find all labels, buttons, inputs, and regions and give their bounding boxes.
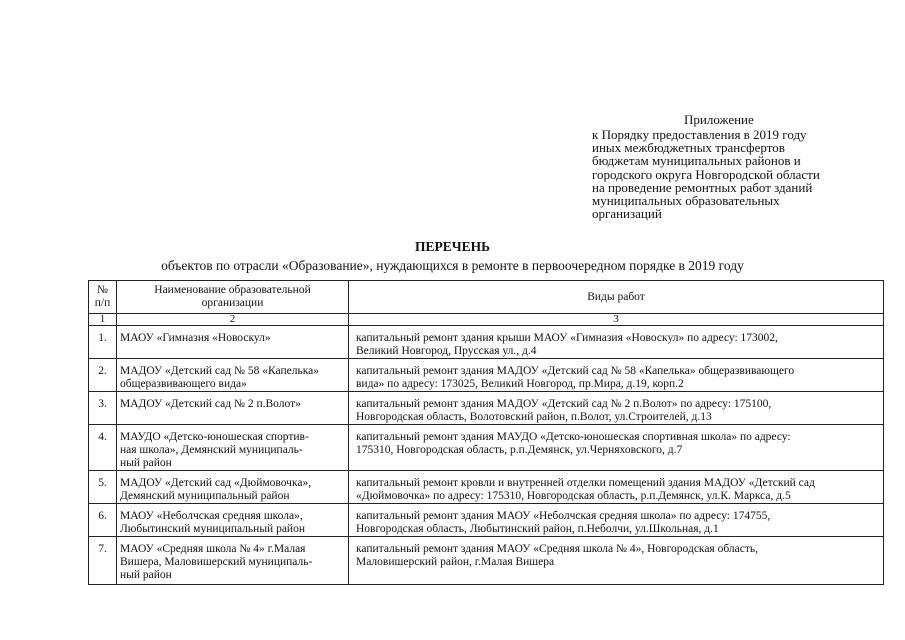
annex-line: организаций: [592, 206, 662, 222]
row-number: 7.: [89, 537, 117, 585]
works-line: Великий Новгород, Прусская ул., д.4: [356, 345, 537, 357]
header-number-line: п/п: [94, 297, 111, 309]
table-row: [89, 537, 884, 585]
works-line: Новгородская область, Любытинский район, п.Неболчи, ул.Школьная, д.1: [356, 523, 719, 535]
organization-cell: [117, 425, 349, 471]
organization-line: МАУДО «Детско-юношеская спортив-: [120, 431, 309, 443]
works-cell: [349, 504, 884, 537]
document-subtitle: объектов по отрасли «Образование», нуждающихся в ремонте в первоочередном порядке в 2019 году: [161, 258, 744, 273]
works-line: капитальный ремонт здания крыши МАОУ «Гимназия «Новоскул» по адресу: 173002,: [356, 332, 778, 344]
works-cell: [349, 425, 884, 471]
row-number: 4.: [89, 425, 117, 471]
column-number: 3: [349, 314, 884, 326]
header-number: [89, 281, 117, 314]
organization-cell: [117, 359, 349, 392]
organization-line: МАДОУ «Детский сад № 2 п.Волот»: [120, 398, 301, 410]
works-line: Новгородская область, Волотовский район, п.Волот, ул.Строителей, д.13: [356, 411, 712, 423]
works-cell: [349, 392, 884, 425]
column-number: 1: [89, 314, 117, 326]
header-organization: [117, 281, 349, 314]
organization-line: МАОУ «Неболчская средняя школа»,: [120, 510, 303, 522]
row-number: 5.: [89, 471, 117, 504]
organization-line: ный район: [120, 569, 172, 581]
organization-line: Вишера, Маловишерский муниципаль-: [120, 556, 313, 568]
works-cell: [349, 359, 884, 392]
works-line: капитальный ремонт здания МАОУ «Неболчская средняя школа» по адресу: 174755,: [356, 510, 771, 522]
organization-cell: [117, 326, 349, 359]
document-title: ПЕРЕЧЕНЬ: [414, 239, 491, 254]
organization-cell: [117, 537, 349, 585]
annex-text: [592, 128, 892, 220]
row-number: 6.: [89, 504, 117, 537]
row-number: 1.: [89, 326, 117, 359]
organization-line: ная школа», Демянский муниципаль-: [120, 444, 303, 456]
organization-line: ный район: [120, 457, 172, 469]
works-line: капитальный ремонт здания МАДОУ «Детский сад № 58 «Капелька» общеразвивающего: [356, 365, 795, 377]
organization-line: общеразвивающего вида»: [120, 378, 247, 390]
table-row: [89, 359, 884, 392]
annex-line: городского округа Новгородской области: [592, 166, 820, 182]
organization-cell: [117, 504, 349, 537]
organization-line: Демянский муниципальный район: [120, 490, 290, 502]
header-organization-line: Наименование образовательной: [154, 284, 311, 296]
table-row: [89, 425, 884, 471]
works-line: капитальный ремонт здания МАДОУ «Детский сад № 2 п.Волот» по адресу: 175100,: [356, 398, 772, 410]
annex-title: Приложение: [684, 112, 754, 127]
header-number-line: №: [97, 284, 108, 296]
table-row: [89, 392, 884, 425]
works-cell: [349, 326, 884, 359]
table-row: [89, 471, 884, 504]
works-cell: [349, 537, 884, 585]
organization-line: МАОУ «Гимназия «Новоскул»: [120, 332, 271, 344]
column-number-row: [89, 314, 884, 326]
works-line: капитальный ремонт здания МАОУ «Средняя школа № 4», Новгородская область,: [356, 543, 759, 555]
table-row: [89, 504, 884, 537]
header-works: Виды работ: [349, 281, 884, 314]
works-line: Маловишерский район, г.Малая Вишера: [356, 556, 555, 568]
table-header-row: [89, 281, 884, 314]
annex-line: на проведение ремонтных работ зданий: [592, 179, 813, 195]
objects-table: [88, 280, 884, 585]
organization-cell: [117, 471, 349, 504]
header-organization-line: организации: [201, 297, 264, 309]
works-line: вида» по адресу: 173025, Великий Новгород, пр.Мира, д.19, корп.2: [356, 378, 684, 390]
column-number: 2: [117, 314, 349, 326]
works-line: капитальный ремонт кровли и внутренней отделки помещений здания МАДОУ «Детский сад: [356, 477, 815, 489]
organization-line: МАОУ «Средняя школа № 4» г.Малая: [120, 543, 306, 555]
annex-line: бюджетам муниципальных районов и: [592, 153, 801, 169]
table-row: [89, 326, 884, 359]
works-line: капитальный ремонт здания МАУДО «Детско-юношеская спортивная школа» по адресу:: [356, 431, 791, 443]
row-number: 3.: [89, 392, 117, 425]
annex-line: к Порядку предоставления в 2019 году: [592, 127, 807, 142]
annex-line: иных межбюджетных трансфертов: [592, 140, 785, 156]
organization-line: МАДОУ «Детский сад № 58 «Капелька»: [120, 365, 319, 377]
organization-line: МАДОУ «Детский сад «Дюймовочка»,: [120, 477, 312, 489]
works-line: «Дюймовочка» по адресу: 175310, Новгородская область, р.п.Демянск, ул.К. Маркса, д.5: [356, 490, 791, 502]
organization-cell: [117, 392, 349, 425]
works-cell: [349, 471, 884, 504]
row-number: 2.: [89, 359, 117, 392]
annex-line: муниципальных образовательных: [592, 193, 780, 209]
works-line: 175310, Новгородская область, р.п.Демянск, ул.Черняховского, д.7: [356, 444, 683, 456]
table-body: [89, 326, 884, 585]
organization-line: Любытинский муниципальный район: [120, 523, 305, 535]
